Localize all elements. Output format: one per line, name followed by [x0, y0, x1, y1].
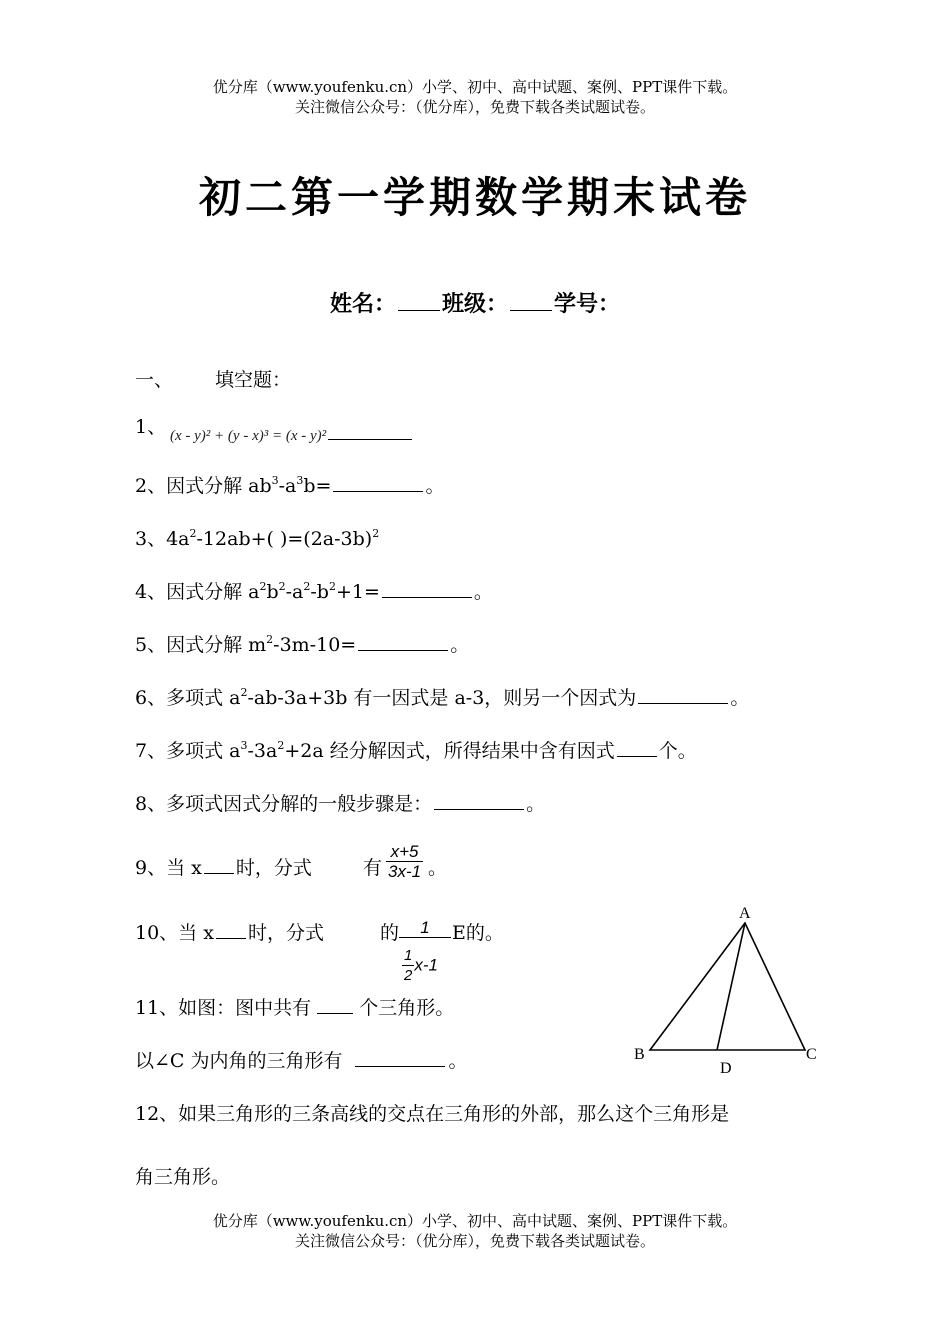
- q4-blank[interactable]: [382, 579, 472, 598]
- section-title: 填空题：: [215, 369, 292, 391]
- q6-exp-1: 2: [240, 686, 248, 699]
- q2-end: 。: [425, 475, 445, 497]
- q5-blank[interactable]: [358, 632, 448, 651]
- label-b: B: [634, 1046, 645, 1063]
- q2-text-mid: -a: [278, 475, 297, 497]
- q2-text: 2、因式分解 ab: [135, 475, 272, 497]
- q4-exp-1: 2: [259, 580, 267, 593]
- q2-exp-1: 3: [271, 474, 279, 487]
- q4-text-m3: -b: [310, 581, 329, 603]
- q9-end-wrap: [428, 855, 447, 881]
- q1-number: 1、: [135, 416, 167, 438]
- q5-exp-1: 2: [266, 633, 274, 646]
- question-7: [135, 738, 697, 764]
- q4-text-m1: b: [266, 581, 279, 603]
- q4-text: 4、因式分解 a: [135, 581, 260, 603]
- q7-end: 个。: [658, 740, 697, 762]
- q12-line2: 角三角形。: [135, 1166, 231, 1188]
- q10-inner-numerator: 1: [404, 947, 413, 964]
- q11-line2-text: 以∠C 为内角的三角形有: [135, 1050, 343, 1072]
- q4-text-m2: -a: [285, 581, 304, 603]
- q10-fraction-numerator-wrap: [399, 918, 451, 938]
- class-label: 班级：: [441, 292, 508, 317]
- question-9-tail: [363, 855, 382, 881]
- q10-inner-denominator: 2: [404, 967, 413, 984]
- q12-line1: 12、如果三角形的三条高线的交点在三角形的外部，那么这个三角形是: [135, 1103, 730, 1125]
- label-c: C: [806, 1046, 817, 1063]
- q2-blank[interactable]: [333, 473, 423, 492]
- page-title: 初二第一学期数学期末试卷: [198, 173, 751, 222]
- q1-blank[interactable]: [328, 421, 412, 440]
- q9-text-mid: 时，分式: [235, 857, 312, 879]
- q11-line2-blank[interactable]: [355, 1048, 445, 1067]
- q10-text-after: 的: [380, 922, 400, 944]
- q8-end: 。: [526, 793, 546, 815]
- q4-text-tail: +1=: [335, 581, 380, 603]
- question-11: [135, 995, 454, 1021]
- q10-fraction-denominator: [402, 946, 452, 985]
- q11-line2-end: 。: [448, 1050, 468, 1072]
- q4-exp-4: 2: [328, 580, 336, 593]
- q5-text-tail: -3m-10=: [273, 634, 357, 656]
- footer-line-1: 优分库（www.youfenku.cn）小学、初中、高中试题、案例、PPT课件下载。: [212, 1212, 738, 1230]
- q3-exp-2: 2: [372, 527, 380, 540]
- q7-text-tail: +2a 经分解因式，所得结果中含有因式: [284, 740, 615, 762]
- q9-end: 。: [428, 857, 448, 879]
- id-label: 学号：: [554, 292, 621, 317]
- q6-text: 6、多项式 a: [135, 687, 241, 709]
- header-line-1: 优分库（www.youfenku.cn）小学、初中、高中试题、案例、PPT课件下载。: [212, 78, 738, 96]
- question-2: [135, 473, 444, 499]
- question-10: [135, 920, 324, 946]
- section-1-heading: [135, 367, 291, 393]
- triangle-figure: [620, 895, 830, 1085]
- q6-blank[interactable]: [638, 685, 728, 704]
- q4-exp-2: 2: [278, 580, 286, 593]
- q6-text-tail: -ab-3a+3b 有一因式是 a-3，则另一个因式为: [247, 687, 637, 709]
- name-blank[interactable]: [398, 292, 440, 311]
- q10-denominator-tail: x-1: [414, 955, 438, 975]
- q9-fraction: [386, 842, 423, 881]
- q7-exp-2: 2: [277, 739, 285, 752]
- q10-end: E的。: [452, 922, 504, 944]
- q2-exp-2: 3: [296, 474, 304, 487]
- triangle-abc: [650, 923, 805, 1050]
- q8-text: 8、多项式因式分解的一般步骤是：: [135, 793, 433, 815]
- question-1-expr: [170, 421, 414, 449]
- question-12: [135, 1101, 729, 1127]
- q5-text: 5、因式分解 m: [135, 634, 267, 656]
- label-a: A: [739, 905, 751, 922]
- question-1: [135, 414, 166, 440]
- label-d: D: [720, 1060, 732, 1077]
- name-label: 姓名：: [329, 292, 396, 317]
- q9-fraction-denominator: 3x-1: [388, 862, 422, 881]
- footer-line-2: 关注微信公众号：（优分库），免费下载各类试题试卷。: [294, 1232, 655, 1250]
- q10-fraction-numerator: 1: [399, 918, 451, 938]
- q11-end: 个三角形。: [359, 997, 455, 1019]
- q9-text-after: 有: [363, 857, 383, 879]
- header-line-2: 关注微信公众号：（优分库），免费下载各类试题试卷。: [294, 98, 655, 116]
- q10-end-wrap: [452, 920, 504, 946]
- q8-blank[interactable]: [434, 791, 524, 810]
- question-10-tail: [380, 920, 399, 946]
- q10-text: 10、当 x: [135, 922, 214, 944]
- q9-fraction-numerator: x+5: [386, 842, 423, 862]
- question-5: [135, 632, 469, 658]
- q3-exp-1: 2: [189, 527, 197, 540]
- student-info: [0, 287, 950, 318]
- question-12-line2: [135, 1164, 230, 1190]
- q11-blank[interactable]: [317, 995, 353, 1014]
- q7-exp-1: 3: [240, 739, 248, 752]
- q2-text-tail: b=: [303, 475, 332, 497]
- q3-text-mid: -12ab+( )=(2a-3b): [196, 528, 373, 550]
- section-number: 一、: [135, 369, 174, 391]
- q7-blank[interactable]: [617, 738, 657, 757]
- question-8: [135, 791, 545, 817]
- q10-text-mid: 时，分式: [247, 922, 324, 944]
- q5-end: 。: [450, 634, 470, 656]
- question-11-part-2: [135, 1048, 468, 1074]
- q7-text: 7、多项式 a: [135, 740, 241, 762]
- q10-blank[interactable]: [216, 920, 246, 939]
- q9-text: 9、当 x: [135, 857, 202, 879]
- q4-exp-3: 2: [303, 580, 311, 593]
- question-9: [135, 855, 312, 881]
- class-blank[interactable]: [510, 292, 552, 311]
- q11-text: 11、如图：图中共有: [135, 997, 312, 1019]
- q4-end: 。: [473, 581, 493, 603]
- question-6: [135, 685, 749, 711]
- q9-blank[interactable]: [204, 855, 234, 874]
- question-4: [135, 579, 493, 605]
- q6-end: 。: [730, 687, 750, 709]
- q3-text: 3、4a: [135, 528, 190, 550]
- q1-expression: (x - y)² + (y - x)³ = (x - y)²: [170, 428, 327, 444]
- question-3: [135, 526, 379, 552]
- q7-text-m1: -3a: [247, 740, 278, 762]
